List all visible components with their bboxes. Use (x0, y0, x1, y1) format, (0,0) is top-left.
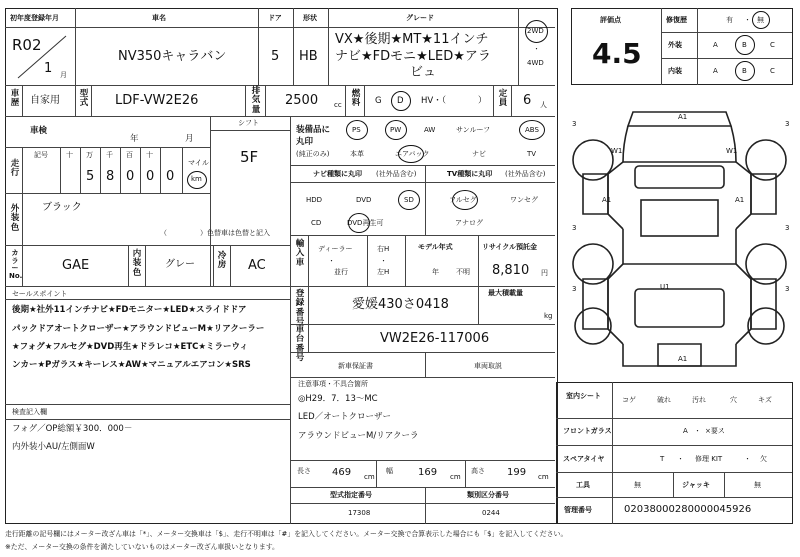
registration-number: 愛媛430さ0418 (352, 297, 449, 312)
grade-line3: ビュ (410, 65, 437, 80)
mgmt-number: 02038000280000045926 (624, 504, 752, 515)
aircon-label: 冷房 (217, 251, 227, 271)
jack-label: ジャッキ (682, 481, 710, 489)
mileage-digit: 8 (106, 169, 115, 184)
panel-mark: A1 (678, 355, 688, 363)
diagram-three: 3 (785, 285, 790, 293)
selling-points-label: セールスポイント (12, 290, 68, 298)
right-hand: 右H (377, 245, 390, 253)
footer-note-1: 走行距離の記号欄にはメーター改ざん車は「*」、メーター交換車は「$」、走行不明車は「#」を記入してください。メーター交換で合算表示した場合にも「$」を記入してください。 (5, 530, 568, 538)
repair-no: 無 (757, 16, 764, 24)
digit-header: 千 (106, 151, 113, 159)
spare-t: T (660, 455, 665, 463)
car-damage-diagram (563, 104, 796, 376)
tv-type-label: TV種類に丸印 (447, 170, 493, 178)
navi-type-note: (社外品含む) (376, 170, 417, 178)
selling-point-line: ★フォグ★フルセグ★DVD再生★ドラレコ★ETC★ミラーウィ (12, 342, 248, 352)
notes-line: LED／オートクローザー (298, 412, 391, 422)
selling-point-line: パックドアオートクローザー★アラウンドビューM★リアクーラー (12, 324, 265, 334)
inspection-note-line: フォグ／OP総額￥300．000－ (12, 424, 133, 434)
equip-leather: 本革 (350, 150, 364, 158)
left-hand: 左H (377, 268, 390, 276)
front-glass-x: ×要ス (705, 427, 725, 435)
color-note-open: （ (160, 229, 167, 237)
name-label: 車名 (152, 14, 166, 22)
type-cert-number: 17308 (348, 509, 371, 517)
inspection-note-line: 内外装小AU/左側面W (12, 442, 95, 452)
grade-line1: VX★後期★MT★11インチ (335, 32, 489, 47)
inspection-month-unit: 月 (185, 134, 194, 144)
width-unit: cm (450, 473, 461, 481)
exterior-color: ブラック (42, 202, 82, 213)
shape-label: 形状 (303, 14, 317, 22)
kg-unit: kg (544, 312, 553, 320)
fuel-g: G (375, 96, 382, 106)
digit-header: 万 (86, 151, 93, 159)
class-no-label: 類別区分番号 (467, 491, 509, 499)
mileage-label: 走行 (10, 159, 20, 179)
cc-unit: cc (334, 101, 342, 109)
repair-label: 修復歴 (666, 16, 687, 24)
navi-type-label: ナビ種類に丸印 (313, 170, 362, 178)
interior-seat-label: 室内シート (566, 392, 601, 400)
spare-none: 欠 (760, 455, 767, 463)
mileage-digit: 0 (146, 169, 155, 184)
fuel-hv: HV・（ (421, 96, 446, 106)
color-no: GAE (62, 258, 90, 273)
tv-fullseg: フルセグ (449, 196, 477, 204)
navi-sd: SD (404, 196, 414, 204)
capacity-label: 定員 (498, 89, 508, 109)
interior-grade-b: B (742, 67, 747, 75)
tv-analog: アナログ (455, 219, 483, 227)
exterior-grade-b: B (742, 41, 747, 49)
inspection-label: 車検 (30, 126, 48, 136)
front-glass-dot: ・ (694, 427, 701, 435)
score: 4.5 (592, 37, 642, 70)
navi-dvd-play: DVD再生可 (347, 219, 384, 227)
shift: 5F (240, 148, 259, 166)
inspection-year-unit: 年 (130, 134, 139, 144)
navi-dvd: DVD (356, 196, 372, 204)
length-unit: cm (364, 473, 375, 481)
equipment-label-2: 丸印 (296, 137, 314, 147)
recycle-label: リサイクル預託金 (482, 243, 538, 251)
hand-dot: ・ (380, 257, 387, 265)
navi-hdd: HDD (306, 196, 323, 204)
model-year-value: 不明 (456, 268, 470, 276)
seat-item: 汚れ (692, 396, 706, 404)
diagram-three: 3 (572, 285, 577, 293)
equip-pw: PW (390, 126, 402, 134)
equip-sunroof: サンルーフ (456, 126, 491, 134)
displacement-label: 排気量 (251, 86, 261, 115)
model-year-label: モデル年式 (418, 243, 453, 251)
spare-kit: 修理 KIT (695, 455, 723, 463)
diagram-three: 3 (785, 224, 790, 232)
mileage-digit: 0 (126, 169, 135, 184)
height-label: 高さ (471, 467, 485, 475)
interior-color-label: 内装色 (132, 249, 142, 278)
aircon: AC (248, 258, 266, 273)
displacement: 2500 (285, 93, 319, 108)
selling-point-line: 後期★社外11インチナビ★FDモニター★LED★スライドドア (12, 305, 247, 315)
model-code: LDF-VW2E26 (115, 93, 199, 108)
import-parallel: 並行 (334, 268, 348, 276)
panel-mark: U1 (660, 283, 670, 291)
tools-label: 工具 (576, 481, 590, 489)
spare-dot: ・ (677, 455, 684, 463)
seat-item: キズ (758, 396, 772, 404)
equip-ps: PS (352, 126, 361, 134)
digit-header: 百 (126, 151, 133, 159)
tv-type-note: (社外品含む) (505, 170, 546, 178)
mile-unit: マイル (188, 159, 209, 167)
length-label: 長さ (297, 467, 311, 475)
panel-mark: A1 (602, 196, 612, 204)
equipment-label-1: 装備品に (296, 125, 331, 135)
first-reg-year: R02 (12, 36, 42, 54)
equip-airbag: エアバック (395, 150, 430, 158)
equip-tv: TV (527, 150, 537, 158)
diagram-three: 3 (572, 120, 577, 128)
width-label: 幅 (386, 467, 393, 475)
width: 169 (418, 467, 438, 478)
door-label: ドア (268, 14, 282, 22)
fuel-close: ） (478, 96, 487, 106)
selling-point-line: ンカー★Pガラス★キーレス★AW★マニュアルエアコン★SRS (12, 360, 251, 370)
panel-mark: A1 (735, 196, 745, 204)
equipment-label-3: (純正のみ) (296, 150, 330, 158)
exterior-grade-a: A (713, 41, 718, 49)
footer-note-2: ※ただ、メーター交換の条件を満たしていないものはメーター改ざん車扱いとなります。 (5, 543, 279, 551)
first-reg-label: 初年度登録年月 (10, 14, 59, 22)
new-car-warranty: 新車保証書 (338, 362, 373, 370)
panel-mark: W1 (611, 147, 623, 155)
inspection-notes-label: 検査記入欄 (12, 408, 47, 416)
first-reg-month: 1 (44, 61, 53, 76)
panel-mark: A1 (678, 113, 688, 121)
mileage-sub-label: 記号 (34, 151, 48, 159)
shift-label: シフト (238, 119, 259, 127)
usage-label: 車歴 (10, 89, 20, 109)
interior-grade-label: 内装 (668, 67, 682, 75)
notes-line: アラウンドビューM/リアクーラ (298, 431, 419, 441)
repair-yes: 有 (726, 16, 733, 24)
drive-dot: ・ (533, 45, 540, 53)
exterior-grade-c: C (770, 41, 775, 49)
capacity: 6 (523, 93, 532, 108)
month-unit: 月 (60, 71, 67, 79)
color-no-label: カラーNo. (9, 249, 23, 281)
fuel-d: D (397, 96, 404, 106)
equip-abs: ABS (525, 126, 539, 134)
front-glass-label: フロントガラス (563, 427, 612, 435)
interior-color: グレー (165, 259, 195, 270)
tv-oneseg: ワンセグ (510, 196, 538, 204)
score-label: 評価点 (600, 16, 621, 24)
digit-header: 十 (146, 151, 153, 159)
grade-line2: ナビ★FDモニ★LED★アラ (335, 49, 491, 64)
diagram-three: 3 (572, 224, 577, 232)
drive-2wd: 2WD (527, 27, 544, 35)
doors: 5 (271, 49, 280, 64)
equip-aw: AW (424, 126, 436, 134)
usage: 自家用 (30, 95, 60, 106)
exterior-grade-label: 外装 (668, 41, 682, 49)
exterior-color-label: 外装色 (10, 204, 20, 233)
digit-header: 十 (66, 151, 73, 159)
mileage-digit: 5 (86, 169, 95, 184)
model-label: 型式 (79, 89, 89, 109)
car-name: NV350キャラバン (118, 49, 227, 64)
seat-item: コゲ (622, 396, 636, 404)
height-unit: cm (538, 473, 549, 481)
recycle-fee: 8,810 (492, 263, 530, 278)
spare-tire-label: スペアタイヤ (563, 455, 605, 463)
equip-navi: ナビ (472, 150, 486, 158)
diagram-three: 3 (785, 120, 790, 128)
navi-cd: CD (311, 219, 322, 227)
class-number: 0244 (482, 509, 500, 517)
spare-dot: ・ (744, 455, 751, 463)
interior-grade-a: A (713, 67, 718, 75)
import-dealer: ディーラー (318, 245, 353, 253)
grade-label: グレード (406, 14, 434, 22)
notes-label: 注意事項・不具合箇所 (298, 380, 368, 388)
color-note: ）色替車は色替と記入 (200, 229, 270, 237)
yen-unit: 円 (541, 269, 548, 277)
body-shape: HB (299, 49, 318, 64)
tools: 無 (634, 481, 641, 489)
person-unit: 人 (540, 101, 547, 109)
type-cert-label: 型式指定番号 (330, 491, 372, 499)
notes-line: ◎H29．7．13～MC (298, 394, 378, 404)
km-unit: km (191, 175, 202, 183)
import-label: 輸入車 (295, 239, 305, 268)
drive-4wd: 4WD (527, 59, 544, 67)
mileage-digit: 0 (166, 169, 175, 184)
mgmt-label: 管理番号 (564, 506, 592, 514)
height: 199 (507, 467, 527, 478)
chassis-label: 車台番号 (295, 325, 305, 364)
vehicle-manual: 車両取説 (474, 362, 502, 370)
jack: 無 (754, 481, 761, 489)
front-glass-a: A (683, 427, 688, 435)
registration-label: 登録番号 (295, 289, 305, 328)
seat-item: 破れ (657, 396, 671, 404)
seat-item: 穴 (730, 396, 737, 404)
panel-mark: W1 (726, 147, 738, 155)
max-load-label: 最大積載量 (488, 289, 523, 297)
chassis-number: VW2E26-117006 (380, 331, 490, 346)
fuel-label: 燃料 (351, 89, 361, 109)
repair-sep: ・ (744, 16, 751, 24)
interior-grade-c: C (770, 67, 775, 75)
length: 469 (332, 467, 352, 478)
import-dot: ・ (328, 257, 335, 265)
model-year-unit: 年 (432, 268, 439, 276)
